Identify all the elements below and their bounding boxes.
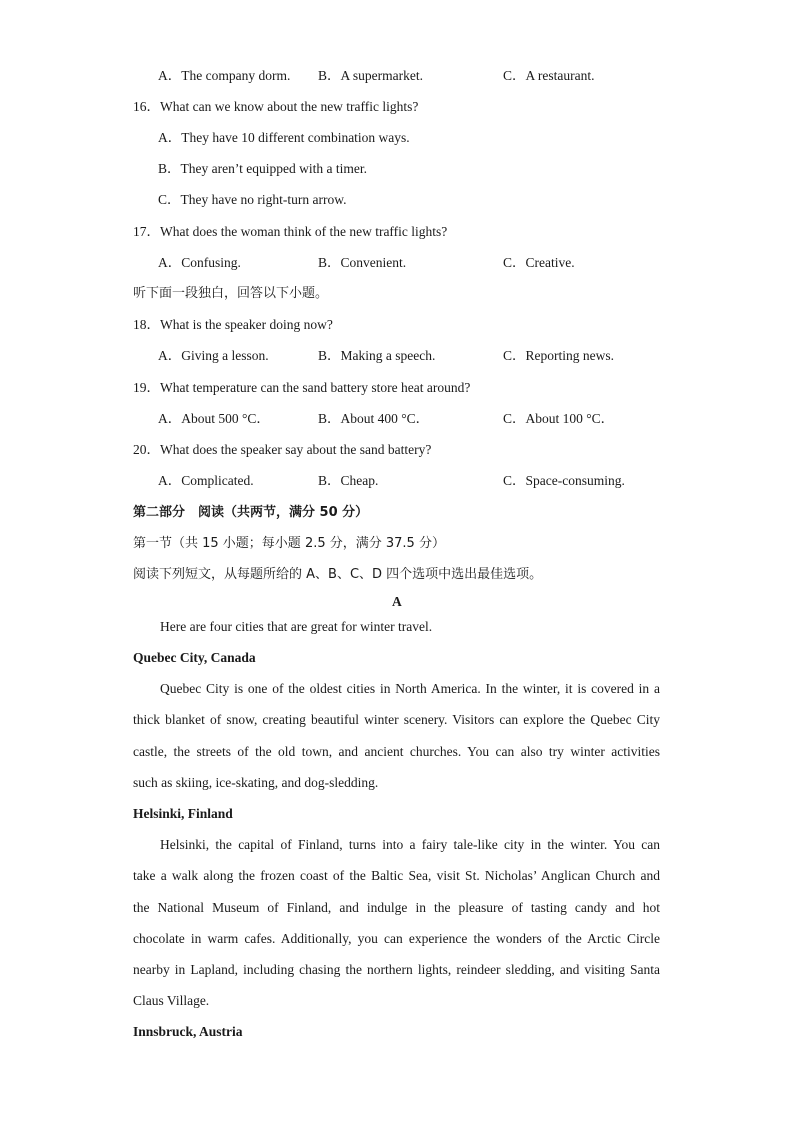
quebec-line-1: Quebec City is one of the oldest cities in North America. In the winter, it is covered in a: [160, 681, 660, 696]
city-heading-quebec: Quebec City, Canada: [133, 650, 256, 665]
q18-option-a: A．Giving a lesson.: [158, 348, 269, 363]
q16-option-b: B．They aren’t equipped with a timer.: [158, 161, 367, 176]
q17-stem: 17．What does the woman think of the new traffic lights?: [133, 224, 448, 239]
q15-option-b: B．A supermarket.: [318, 68, 423, 83]
quebec-line-2: thick blanket of snow, creating beautiful winter scenery. Visitors can explore the Quebec City: [133, 712, 660, 727]
q19-option-b: B．About 400 °C．: [318, 411, 430, 426]
q20-stem: 20．What does the speaker say about the sand battery?: [133, 442, 432, 457]
q15-option-c: C．A restaurant.: [503, 68, 595, 83]
q19-option-a: A．About 500 °C．: [158, 411, 270, 426]
q17-option-a: A．Confusing.: [158, 255, 241, 270]
q16-option-a: A．They have 10 different combination ways.: [158, 130, 410, 145]
q18-stem: 18．What is the speaker doing now?: [133, 317, 333, 332]
q20-option-a: A．Complicated.: [158, 473, 254, 488]
monologue-instruction: 听下面一段独白，回答以下小题。: [133, 286, 329, 301]
city-heading-helsinki: Helsinki, Finland: [133, 806, 233, 821]
helsinki-line-4: chocolate in warm cafes. Additionally, you can experience the wonders of the Arctic Circle: [133, 931, 660, 946]
passage-intro: Here are four cities that are great for winter travel.: [160, 619, 433, 634]
helsinki-line-6: Claus Village.: [133, 993, 210, 1008]
helsinki-line-5: nearby in Lapland, including chasing the northern lights, reindeer sledding, and visiting Santa: [133, 962, 660, 977]
reading-instruction: 阅读下列短文，从每题所给的 A、B、C、D 四个选项中选出最佳选项。: [133, 567, 543, 582]
q18-option-c: C．Reporting news.: [503, 348, 614, 363]
city-heading-innsbruck: Innsbruck, Austria: [133, 1024, 243, 1039]
passage-label: A: [392, 594, 402, 609]
q18-option-b: B．Making a speech.: [318, 348, 436, 363]
helsinki-line-1: Helsinki, the capital of Finland, turns into a fairy tale-like city in the winter. You can: [160, 837, 660, 852]
q17-option-b: B．Convenient.: [318, 255, 407, 270]
helsinki-line-3: the National Museum of Finland, and indulge in the pleasure of tasting candy and hot: [133, 900, 660, 915]
q20-option-c: C．Space-consuming.: [503, 473, 625, 488]
q19-option-c: C．About 100 °C．: [503, 411, 615, 426]
q15-option-a: A．The company dorm.: [158, 68, 291, 83]
q20-option-b: B．Cheap.: [318, 473, 379, 488]
helsinki-line-2: take a walk along the frozen coast of the Baltic Sea, visit St. Nicholas’ Anglican Church and: [133, 868, 660, 883]
quebec-line-3: castle, the streets of the old town, and ancient churches. You can also try winter activities: [133, 744, 660, 759]
quebec-line-4: such as skiing, ice-skating, and dog-sledding.: [133, 775, 379, 790]
q16-stem: 16．What can we know about the new traffic lights?: [133, 99, 419, 114]
q16-option-c: C．They have no right-turn arrow.: [158, 192, 347, 207]
section1-title: 第一节（共 15 小题；每小题 2.5 分，满分 37.5 分）: [133, 536, 445, 551]
part2-title: 第二部分 阅读（共两节，满分 50 分）: [133, 505, 369, 520]
q17-option-c: C．Creative.: [503, 255, 575, 270]
q19-stem: 19．What temperature can the sand battery store heat around?: [133, 380, 471, 395]
